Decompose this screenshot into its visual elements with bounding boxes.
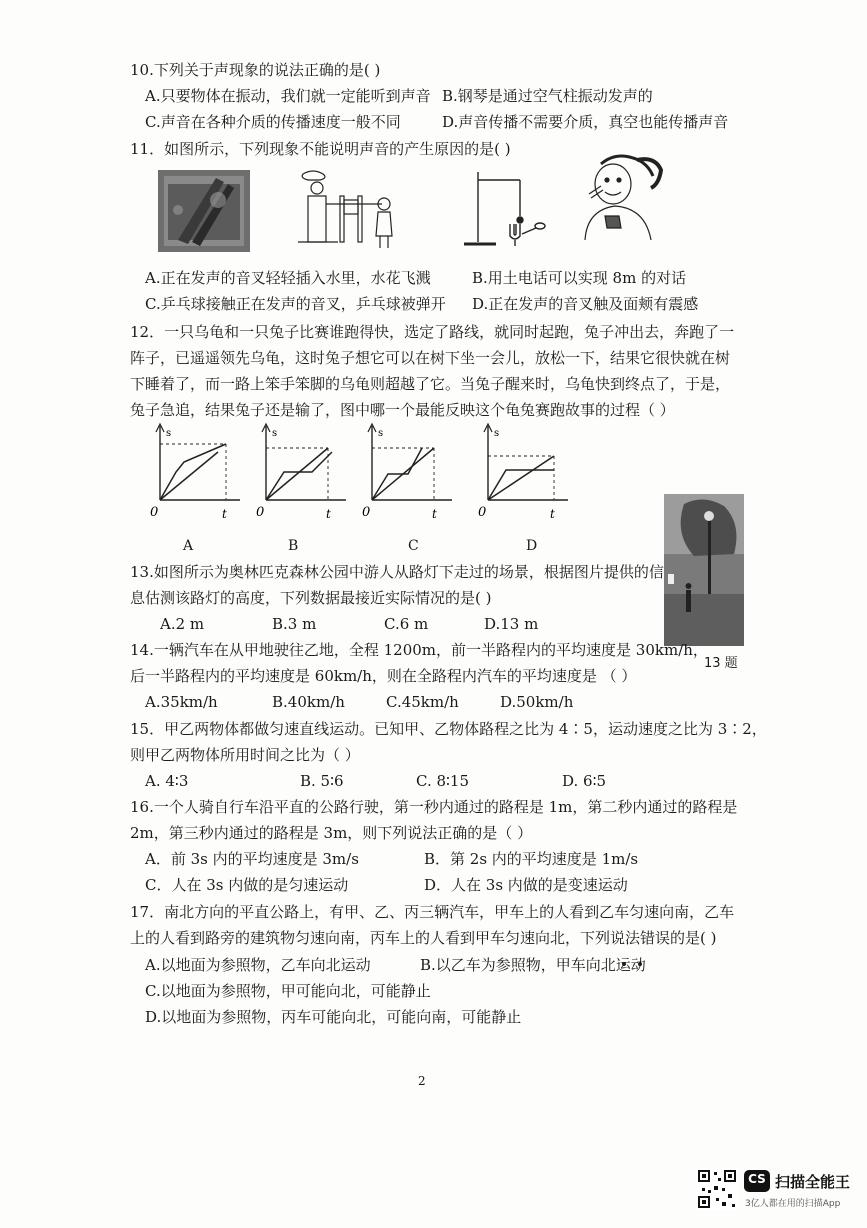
q12-graph-c-s: s xyxy=(378,428,384,439)
q12-label-a: A xyxy=(183,538,194,554)
q16-option-a: A．前 3s 内的平均速度是 3m/s xyxy=(145,850,359,868)
q13-option-d: D.13 m xyxy=(484,615,539,633)
q12-graph-a-t: t xyxy=(222,507,227,521)
q15-option-a: A. 4∶3 xyxy=(145,772,189,790)
q11-option-d: D.正在发声的音叉触及面颊有震感 xyxy=(472,295,699,313)
q12-graph-d-s: s xyxy=(494,428,500,439)
scanner-logo-icon xyxy=(744,1170,770,1192)
q11-figure-tuning-fork-in-water xyxy=(158,170,250,256)
q10-option-b: B.钢琴是通过空气柱振动发声的 xyxy=(442,87,653,105)
q16-line-2: 2m，第三秒内通过的路程是 3m，则下列说法正确的是（ ） xyxy=(130,824,533,842)
scanner-app-name: 扫描全能王 xyxy=(775,1173,851,1191)
q14-line-1: 14.一辆汽车在从甲地驶往乙地，全程 1200m，前一半路程内的平均速度是 30km/h， xyxy=(130,641,708,659)
q12-graph-c xyxy=(358,422,458,526)
q13-line-1: 13.如图所示为奥林匹克森林公园中游人从路灯下走过的场景，根据图片提供的信 xyxy=(130,563,664,581)
q12-label-c: C xyxy=(408,538,419,554)
page-number: 2 xyxy=(418,1074,426,1088)
q16-option-d: D．人在 3s 内做的是变速运动 xyxy=(424,876,628,894)
q12-graph-c-origin: 0 xyxy=(362,505,371,520)
q11-figure-girl-tuning-fork-cheek xyxy=(575,150,667,244)
q12-line-4: 兔子急追，结果兔子还是输了，图中哪一个最能反映这个龟兔赛跑故事的过程（ ） xyxy=(130,401,675,419)
q11-figure-pingpong-tuning-fork xyxy=(460,170,550,254)
q12-graph-d xyxy=(474,422,574,526)
q17-line-1: 17．南北方向的平直公路上，有甲、乙、丙三辆汽车，甲车上的人看到乙车匀速向南，乙车 xyxy=(130,903,735,921)
q16-option-b: B．第 2s 内的平均速度是 1m/s xyxy=(424,850,639,868)
q12-graph-a-s: s xyxy=(166,428,172,439)
q13-option-a: A.2 m xyxy=(160,615,205,633)
q12-graph-a-origin: 0 xyxy=(150,505,159,520)
q10-option-a: A.只要物体在振动，我们就一定能听到声音 xyxy=(145,87,431,105)
q12-graph-b-t: t xyxy=(326,507,331,521)
q15-option-c: C. 8∶15 xyxy=(416,772,470,790)
q17-option-c: C.以地面为参照物，甲可能向北，可能静止 xyxy=(145,982,431,1000)
q12-graph-d-origin: 0 xyxy=(478,505,487,520)
q14-line-2: 后一半路程内的平均速度是 60km/h，则在全路程内汽车的平均速度是 （ ） xyxy=(130,667,637,685)
q13-line-2: 息估测该路灯的高度，下列数据最接近实际情况的是( ) xyxy=(130,589,492,607)
q14-option-d: D.50km/h xyxy=(500,693,574,711)
q15-option-d: D. 6∶5 xyxy=(562,772,607,790)
q12-graph-a xyxy=(146,422,246,526)
q13-option-c: C.6 m xyxy=(384,615,429,633)
q11-figure-string-telephone xyxy=(298,170,408,254)
q15-line-2: 则甲乙两物体所用时间之比为（ ） xyxy=(130,746,360,764)
q16-line-1: 16.一个人骑自行车沿平直的公路行驶，第一秒内通过的路程是 1m，第二秒内通过的路程是 xyxy=(130,798,738,816)
q15-line-1: 15．甲乙两物体都做匀速直线运动。已知甲、乙物体路程之比为 4∶5，运动速度之比为 3∶2， xyxy=(130,720,767,738)
q12-line-3: 下睡着了，而一路上笨手笨脚的乌龟则超越了它。当兔子醒来时，乌龟快到终点了，于是， xyxy=(130,375,731,393)
q17-option-a: A.以地面为参照物，乙车向北运动 xyxy=(145,956,371,974)
q11-option-b: B.用土电话可以实现 8m 的对话 xyxy=(472,269,687,287)
q12-graph-c-t: t xyxy=(432,507,437,521)
q16-option-c: C．人在 3s 内做的是匀速运动 xyxy=(145,876,349,894)
q13-street-lamp-photo xyxy=(664,494,744,650)
qr-code-icon xyxy=(696,1168,738,1214)
q12-graph-b-origin: 0 xyxy=(256,505,265,520)
q11-stem: 11．如图所示，下列现象不能说明声音的产生原因的是( ) xyxy=(130,140,511,158)
q14-option-a: A.35km/h xyxy=(145,693,218,711)
q10-option-c: C.声音在各种介质的传播速度一般不同 xyxy=(145,113,401,131)
q13-caption: 13 题 xyxy=(704,656,738,671)
q14-option-c: C.45km/h xyxy=(386,693,459,711)
q15-option-b: B. 5∶6 xyxy=(300,772,344,790)
q10-stem: 10.下列关于声现象的说法正确的是( ) xyxy=(130,61,381,79)
q12-line-1: 12．一只乌龟和一只兔子比赛谁跑得快，选定了路线，就同时起跑，兔子冲出去，奔跑了一 xyxy=(130,323,735,341)
q17-option-b: B.以乙车为参照物，甲车向北运动 xyxy=(420,956,646,974)
q12-label-d: D xyxy=(526,538,538,554)
q12-graph-d-t: t xyxy=(550,507,555,521)
q13-option-b: B.3 m xyxy=(272,615,317,633)
scanner-logo-text: CS xyxy=(748,1172,766,1186)
q12-line-2: 阵子，已遥遥领先乌龟，这时兔子想它可以在树下坐一会儿，放松一下，结果它很快就在树 xyxy=(130,349,731,367)
q17-option-d: D.以地面为参照物，丙车可能向北，可能向南，可能静止 xyxy=(145,1008,522,1026)
q11-option-c: C.乒乓球接触正在发声的音叉，乒乓球被弹开 xyxy=(145,295,446,313)
q10-option-d: D.声音传播不需要介质，真空也能传播声音 xyxy=(442,113,729,131)
q17-line-2: 上的人看到路旁的建筑物匀速向南，丙车上的人看到甲车匀速向北，下列说法错误的是( ) xyxy=(130,929,717,947)
q12-graph-b-s: s xyxy=(272,428,278,439)
q11-option-a: A.正在发声的音叉轻轻插入水里，水花飞溅 xyxy=(145,269,431,287)
q12-graph-b xyxy=(252,422,352,526)
q14-option-b: B.40km/h xyxy=(272,693,345,711)
q12-label-b: B xyxy=(288,538,299,554)
scanner-tagline: 3亿人都在用的扫描App xyxy=(745,1199,841,1209)
